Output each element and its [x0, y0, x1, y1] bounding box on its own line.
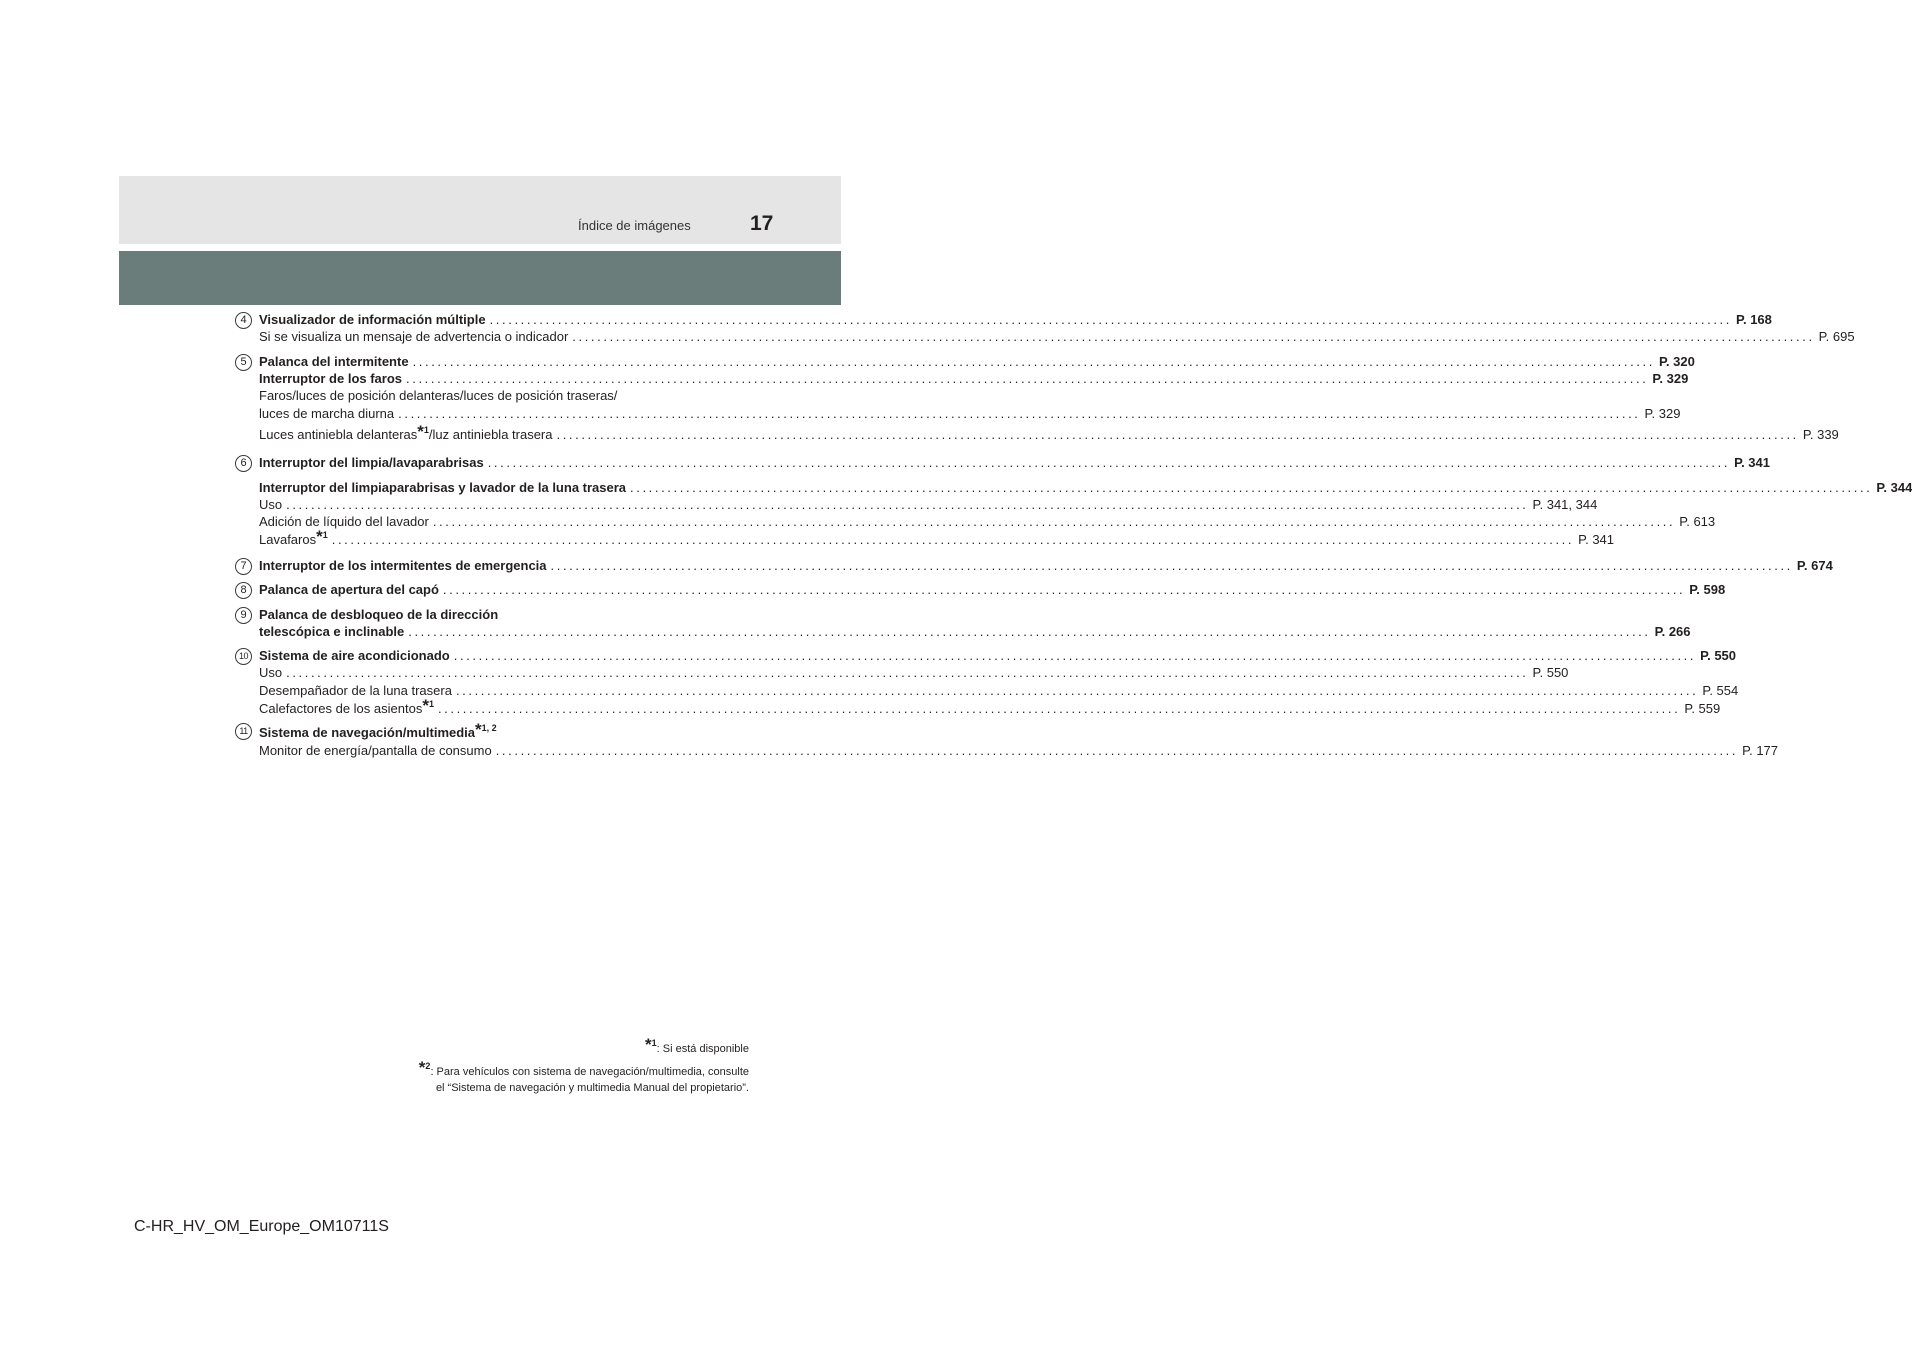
page-reference[interactable]: P. 329	[1644, 406, 1681, 421]
index-entry[interactable]	[259, 513, 1716, 531]
entry-title: Interruptor de los faros	[259, 371, 403, 386]
leader-dots: ........................................................................................................................................................................................................	[412, 354, 1655, 369]
page-reference[interactable]: P. 266	[1654, 624, 1691, 639]
leader-dots: ........................................................................................................................................................................................................	[286, 497, 1529, 512]
leader-dots: ........................................................................................................................................................................................................	[487, 455, 1731, 470]
entry-title: Desempañador de la luna trasera	[259, 683, 452, 698]
leader-dots: ........................................................................................................................................................................................................	[453, 648, 1697, 663]
index-entry[interactable]	[259, 682, 1739, 700]
footnote-2-mark: 2	[425, 1061, 431, 1071]
page-number: 17	[750, 212, 774, 235]
entry-title: Sistema de aire acondicionado	[259, 648, 450, 663]
index-entry[interactable]	[259, 387, 617, 405]
entry-title: Uso	[259, 665, 283, 680]
entry-title: Faros/luces de posición delanteras/luces de posición traseras/	[259, 388, 618, 403]
footnote-2-text: : Para vehículos con sistema de navegación/multimedia, consulte	[430, 1066, 749, 1078]
page-reference[interactable]: P. 341, 344	[1532, 497, 1598, 512]
leader-dots: ........................................................................................................................................................................................................	[442, 582, 1686, 597]
item-number-icon: 7	[235, 558, 252, 575]
item-number-icon: 8	[235, 582, 252, 599]
index-entry[interactable]	[259, 742, 1779, 760]
footnote-1-text: : Si está disponible	[656, 1043, 749, 1055]
page-reference[interactable]: P. 559	[1684, 701, 1721, 716]
item-number-icon: 5	[235, 354, 252, 371]
index-entry[interactable]	[259, 557, 1833, 575]
page-reference[interactable]: P. 168	[1735, 312, 1772, 327]
entry-title: Interruptor de los intermitentes de emergencia	[259, 558, 547, 573]
entry-title: Calefactores de los asientos$^{*1}$	[259, 696, 434, 716]
index-entry[interactable]	[259, 405, 1681, 423]
leader-dots: ........................................................................................................................................................................................................	[556, 427, 1799, 442]
index-entry[interactable]	[259, 370, 1689, 388]
footnote-2-continued: el “Sistema de navegación y multimedia Manual del propietario”.	[435, 1082, 749, 1094]
entry-title: Lavafaros$^{*1}$	[259, 527, 328, 547]
footnote-ref: *1, 2	[475, 720, 497, 739]
index-entry[interactable]	[259, 664, 1569, 682]
entry-title: Interruptor del limpia/lavaparabrisas	[259, 455, 484, 470]
entry-title: Luces antiniebla delanteras$^{*1}$/luz antiniebla trasera	[259, 422, 553, 442]
leader-dots: ........................................................................................................................................................................................................	[437, 701, 1681, 716]
page-reference[interactable]: P. 695	[1818, 329, 1855, 344]
page-reference[interactable]: P. 341	[1734, 455, 1770, 470]
item-number-icon: 9	[235, 607, 252, 624]
entry-title: luces de marcha diurna	[259, 406, 395, 421]
page-reference[interactable]: P. 344	[1876, 480, 1912, 495]
page-reference[interactable]: P. 320	[1658, 354, 1695, 369]
leader-dots: ........................................................................................................................................................................................................	[455, 683, 1699, 698]
item-number-icon: 6	[235, 455, 252, 472]
leader-dots: ........................................................................................................................................................................................................	[331, 532, 1575, 547]
leader-dots: ........................................................................................................................................................................................................	[550, 558, 1793, 573]
item-number-icon: 4	[235, 312, 252, 329]
leader-dots: ........................................................................................................................................................................................................	[408, 624, 1651, 639]
footnote-ref: *1	[417, 422, 429, 441]
page-reference[interactable]: P. 554	[1702, 683, 1739, 698]
footnote-ref: *1	[316, 527, 328, 546]
index-entry[interactable]	[259, 720, 497, 742]
page-reference[interactable]: P. 613	[1679, 514, 1716, 529]
index-entry[interactable]	[259, 422, 1839, 444]
item-number-icon: 10	[235, 648, 252, 665]
leader-dots: ........................................................................................................................................................................................................	[495, 743, 1739, 758]
header-band	[119, 176, 841, 244]
leader-dots: ........................................................................................................................................................................................................	[630, 480, 1873, 495]
index-entry[interactable]	[259, 606, 498, 624]
entry-title: Si se visualiza un mensaje de advertencia o indicador	[259, 329, 569, 344]
footnote-2: $^{*2}$: Para vehículos con sistema de navegación/multimedia, consulte	[418, 1058, 749, 1078]
page-reference[interactable]: P. 550	[1700, 648, 1737, 663]
index-entry[interactable]	[259, 623, 1691, 641]
leader-dots: ........................................................................................................................................................................................................	[572, 329, 1815, 344]
index-entry[interactable]	[259, 328, 1855, 346]
entry-title: Interruptor del limpiaparabrisas y lavador de la luna trasera	[259, 480, 627, 495]
page-reference[interactable]: P. 329	[1652, 371, 1689, 386]
index-entry[interactable]	[259, 479, 1912, 497]
document-code: C-HR_HV_OM_Europe_OM10711S	[134, 1218, 389, 1235]
entry-title: Sistema de navegación/multimedia$^{*1, 2}$	[259, 720, 497, 740]
footnote-ref: *1	[422, 696, 434, 715]
leader-dots: ........................................................................................................................................................................................................	[432, 514, 1676, 529]
entry-title: telescópica e inclinable	[259, 624, 405, 639]
page-reference[interactable]: P. 598	[1689, 582, 1726, 597]
page-reference[interactable]: P. 674	[1796, 558, 1833, 573]
entry-title: Visualizador de información múltiple	[259, 312, 486, 327]
index-entry[interactable]	[259, 496, 1598, 514]
index-entry[interactable]	[259, 311, 1772, 329]
entry-title: Monitor de energía/pantalla de consumo	[259, 743, 492, 758]
index-entry[interactable]	[259, 581, 1726, 599]
index-entry[interactable]	[259, 454, 1770, 472]
section-bar	[119, 251, 841, 305]
entry-title: Adición de líquido del lavador	[259, 514, 429, 529]
footnote-1-mark: 1	[651, 1038, 657, 1048]
item-number-icon: 11	[235, 723, 252, 740]
leader-dots: ........................................................................................................................................................................................................	[406, 371, 1649, 386]
leader-dots: ........................................................................................................................................................................................................	[398, 406, 1641, 421]
entry-title: Palanca de desbloqueo de la dirección	[259, 607, 499, 622]
index-entry[interactable]	[259, 527, 1615, 549]
header-title: Índice de imágenes	[578, 218, 691, 233]
entry-title: Uso	[259, 497, 283, 512]
leader-dots: ........................................................................................................................................................................................................	[286, 665, 1529, 680]
index-entry[interactable]	[259, 647, 1737, 665]
entry-title: Palanca del intermitente	[259, 354, 409, 369]
entry-title: Palanca de apertura del capó	[259, 582, 439, 597]
leader-dots: ........................................................................................................................................................................................................	[489, 312, 1732, 327]
page-reference[interactable]: P. 339	[1802, 427, 1839, 442]
page-reference[interactable]: P. 177	[1742, 743, 1779, 758]
page-reference[interactable]: P. 341	[1578, 532, 1615, 547]
page-reference[interactable]: P. 550	[1532, 665, 1569, 680]
footnote-1: $^{*1}$: Si está disponible	[645, 1035, 749, 1055]
index-entry[interactable]	[259, 353, 1695, 371]
index-entry[interactable]	[259, 696, 1721, 718]
